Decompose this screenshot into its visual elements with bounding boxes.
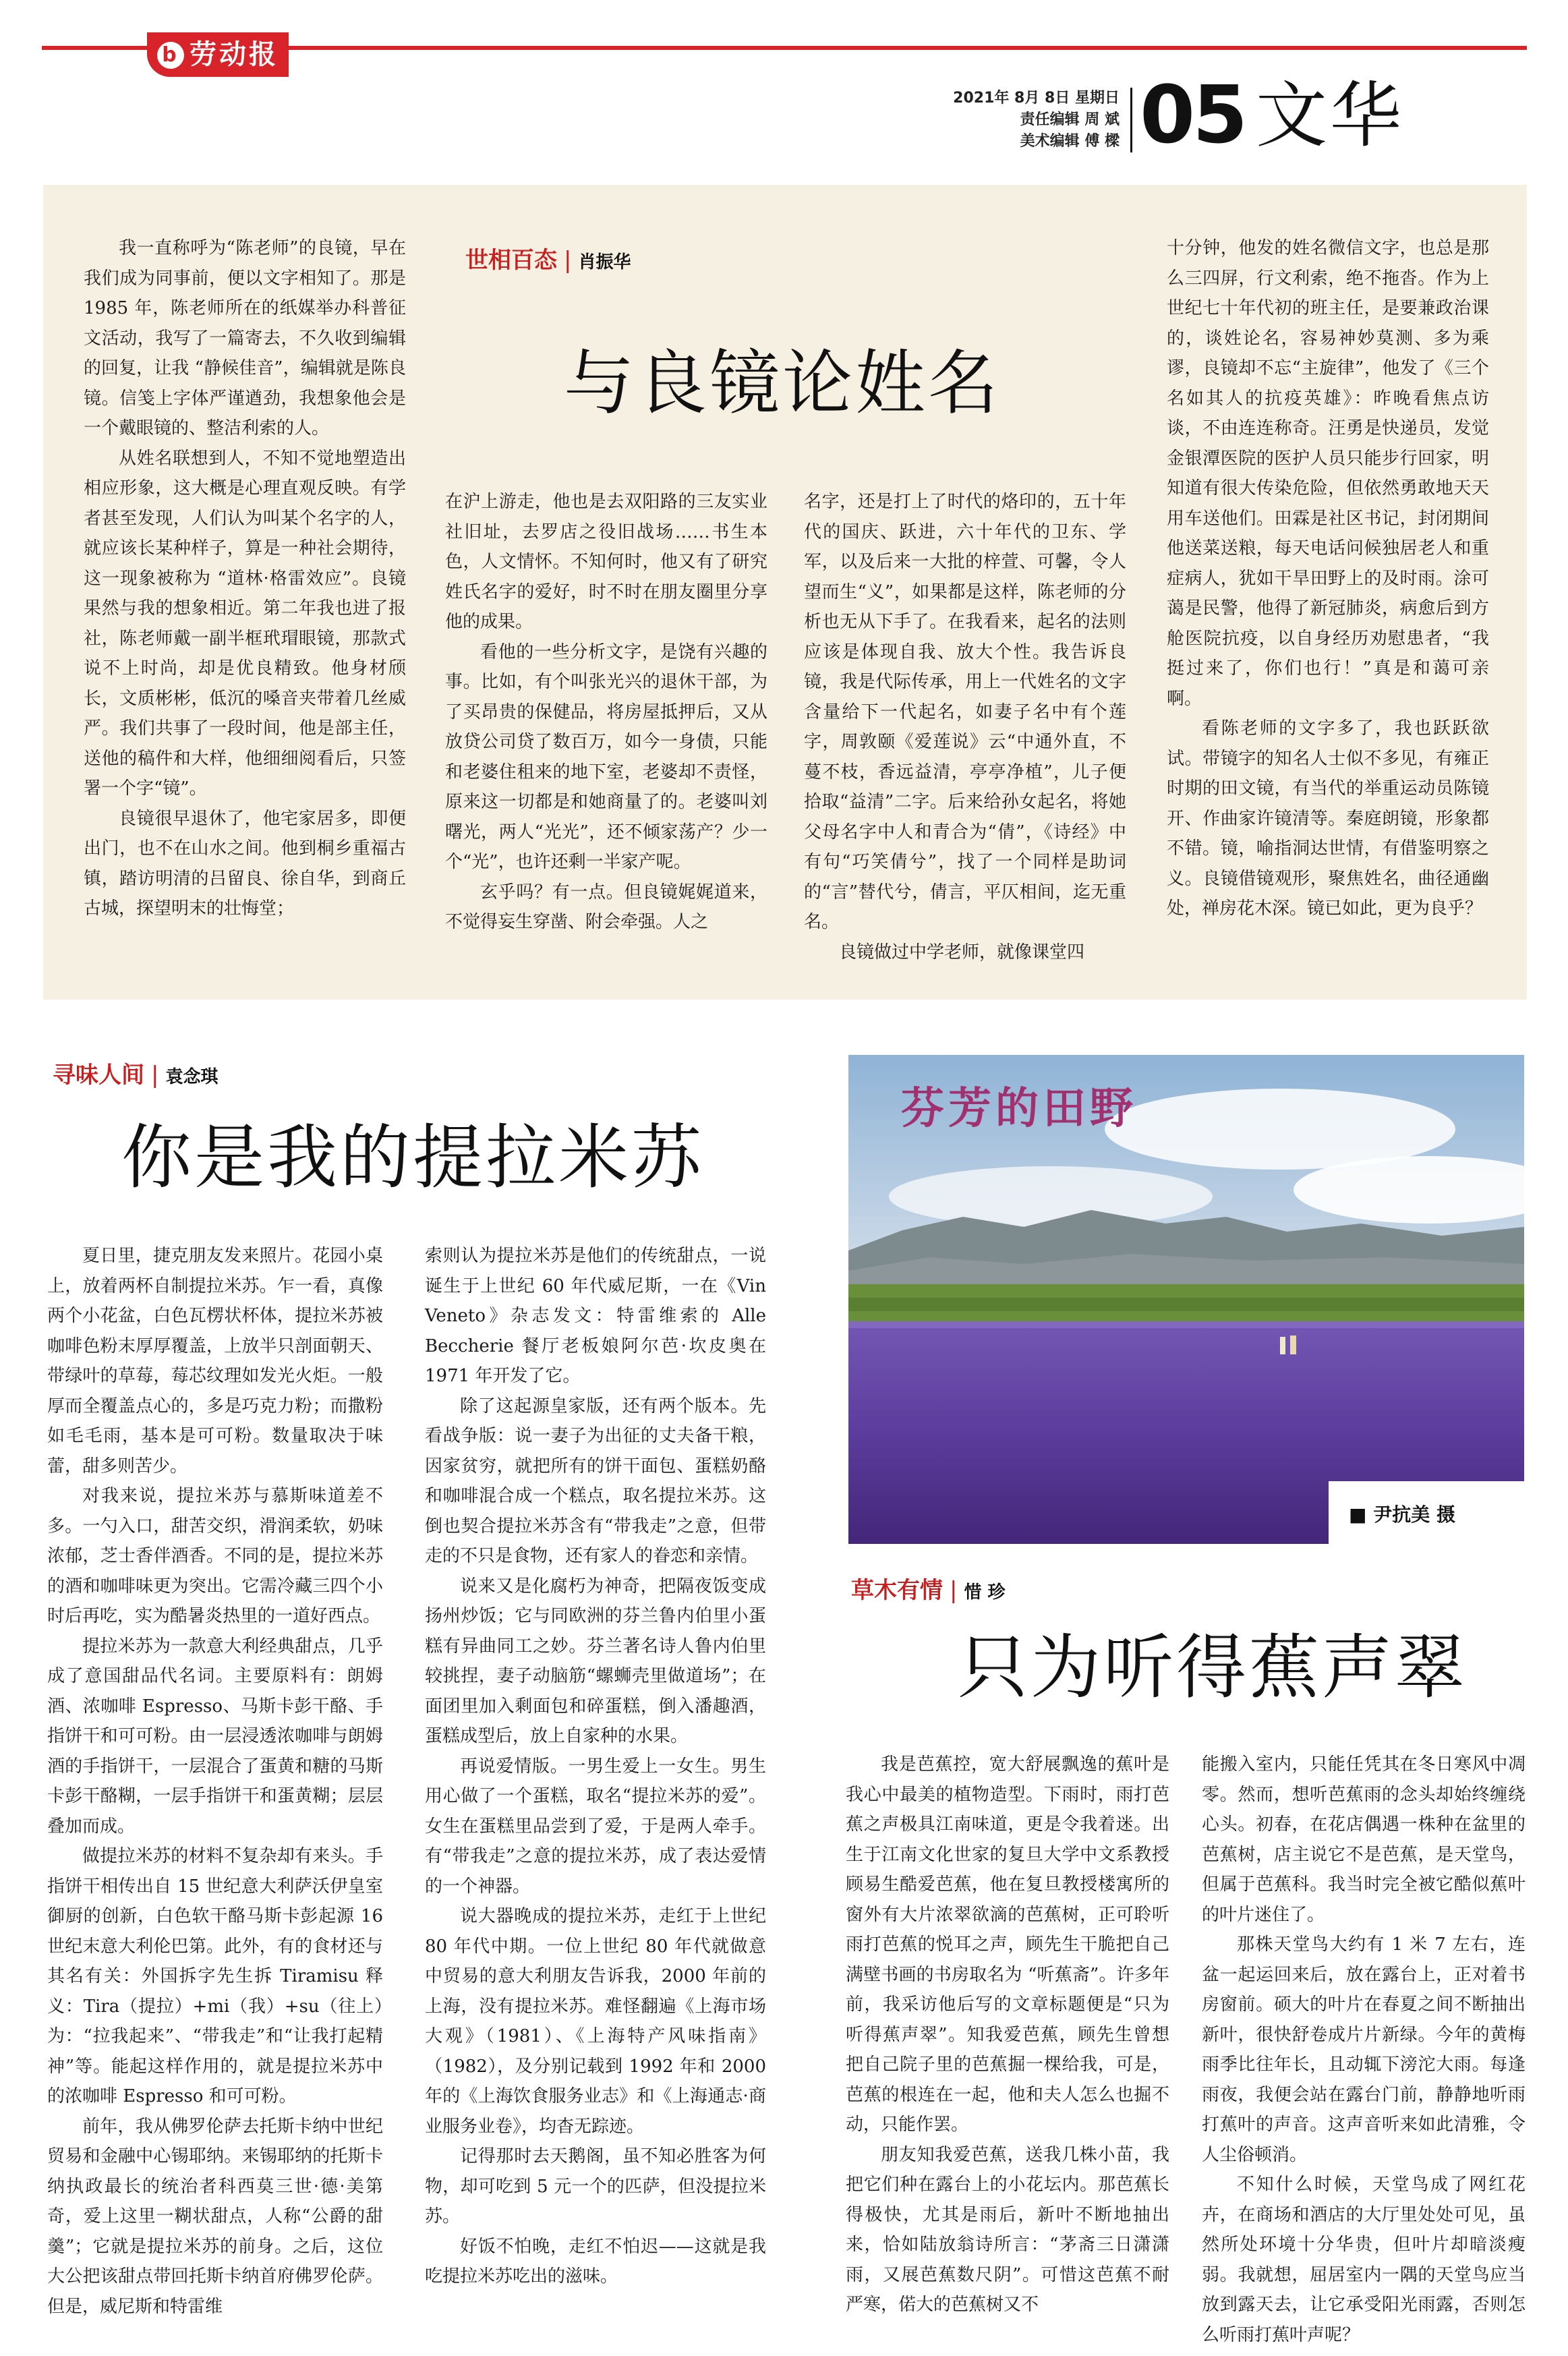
paragraph: 那株天堂鸟大约有 1 米 7 左右，连盆一起运回来后，放在露台上，正对着书房窗前。硕大的叶片在春夏之间不断抽出新叶，很快舒卷成片片新绿。今年的黄梅雨季比往年长，且动辄下滂沱大雨。每逢雨夜，我便会站在露台门前，静静地听雨打蕉叶的声音。这声音听来如此清雅，令人尘俗顿消。 (1202, 1934, 1526, 2165)
logo-mark-icon: b (157, 42, 184, 69)
person-figure (1280, 1337, 1285, 1354)
paragraph: 看他的一些分析文字，是饶有兴趣的事。比如，有个叫张光兴的退休干部，为了买昂贵的保健品，将房屋抵押后，又从放贷公司贷了数百万，如今一身债，只能和老婆住租来的地下室，老婆却不责怪，原来这一切都是和她商量了的。老婆叫刘曙光，两人“光光”，还不倾家荡产？少一个“光”，也许还剩一半家产呢。 (445, 641, 767, 872)
paragraph: 良镜做过中学老师，就像课堂四 (839, 942, 1085, 962)
article3-kicker: 草木有情 | 惜 珍 (851, 1577, 1006, 1604)
issue-date: 2021年 8月 8日 星期日 (953, 90, 1120, 107)
article1-column-name: 世相百态 (465, 247, 557, 274)
article2-title: 你是我的提拉米苏 (121, 1116, 705, 1199)
photo-title: 芬芳的田野 (901, 1083, 1137, 1134)
paragraph: 能搬入室内，只能任凭其在冬日寒风中凋零。然而，想听芭蕉雨的念头却始终缠绕心头。初春，在花店偶遇一株种在盆里的芭蕉树，店主说它不是芭蕉，是天堂鸟，但属于芭蕉科。我当时完全被它酷似蕉叶的叶片迷住了。 (1202, 1754, 1526, 1925)
paragraph: 良镜很早退休了，他宅家居多，即便出门，也不在山水之间。他到桐乡重福古镇，踏访明清的吕留良、徐自华，到商丘古城，探望明末的壮悔堂； (84, 808, 406, 919)
top-red-rule (42, 46, 148, 50)
article3-column-name: 草木有情 (851, 1577, 943, 1604)
paragraph: 记得那时去天鹅阁，虽不知必胜客为何物，却可吃到 5 元一个的匹萨，但没提拉米苏。 (425, 2146, 766, 2226)
article3-author: 惜 珍 (964, 1582, 1006, 1603)
article2-column-1 (47, 1241, 383, 2322)
paragraph: 除了这起源皇家版，还有两个版本。先看战争版：说一妻子为出征的丈夫备干粮，因家贫穷，就把所有的饼干面包、蛋糕奶酪和咖啡混合成一个糕点，取名提拉米苏。这倒也契合提拉米苏含有“带我走”之意，但带走的不只是食物，还有家人的眷恋和亲情。 (425, 1396, 766, 1566)
paragraph: 我一直称呼为“陈老师”的良镜，早在我们成为同事前，便以文字相知了。那是 1985 年，陈老师所在的纸媒举办科普征文活动，我写了一篇寄去，不久收到编辑的回复，让我 “静候佳音”，编辑就是陈良镜。信笺上字体严谨遒劲，我想象他会是一个戴眼镜的、整洁利索的人。 (84, 238, 406, 438)
article1-column-1 (84, 233, 406, 924)
responsible-editor: 责任编辑 周 斌 (1020, 111, 1120, 128)
paragraph: 朋友知我爱芭蕉，送我几株小苗，我把它们种在露台上的小花坛内。那芭蕉长得极快，尤其是雨后，新叶不断地抽出来，恰如陆放翁诗所言：“茅斋三日潇潇雨，又展芭蕉数尺阴”。可惜这芭蕉不耐严寒，偌大的芭蕉树又不 (846, 2144, 1169, 2315)
newspaper-logo: b 劳动报 (147, 32, 289, 77)
article2-author: 袁念琪 (165, 1067, 219, 1087)
paragraph: 在沪上游走，他也是去双阳路的三友实业社旧址，去罗店之役旧战场……书生本色，人文情怀。不知何时，他又有了研究姓氏名字的爱好，时不时在朋友圈里分享他的成果。 (445, 492, 767, 632)
paragraph: 十分钟，他发的姓名微信文字，也总是那么三四屏，行文利索，绝不拖沓。作为上世纪七十年代初的班主任，是要兼政治课的，谈姓论名，容易神妙莫测、多为乘谬，良镜却不忘“主旋律”，他发了《三个名如其人的抗疫英雄》：昨晚看焦点访谈，不由连连称奇。汪勇是快递员，发觉金银潭医院的医护人员只能步行回家，明知道有很大传染危险，但依然勇敢地天天用车送他们。田霖是社区书记，封闭期间他送菜送粮，每天电话问候独居老人和重症病人，犹如干旱田野上的及时雨。涂可蔼是民警，他得了新冠肺炎，病愈后到方舱医院抗疫，以自身经历劝慰患者，“我挺过来了，你们也行！”真是和蔼可亲啊。 (1167, 238, 1489, 709)
paragraph: 好饭不怕晚，走红不怕迟——这就是我吃提拉米苏吃出的滋味。 (425, 2236, 766, 2287)
article1-column-2 (445, 487, 767, 938)
paragraph: 看陈老师的文字多了，我也跃跃欲试。带镜字的知名人士似不多见，有雍正时期的田文镜，有当代的举重运动员陈镜开、作曲家许镜清等。秦庭朗镜，形象都不错。镜，喻指洞达世情，有借鉴明察之义。良镜借镜观形，聚焦姓名，曲径通幽处，禅房花木深。镜已如此，更为良乎？ (1167, 718, 1489, 919)
photo-credit: ■ 尹抗美 摄 (1349, 1503, 1455, 1526)
person-figure (1290, 1335, 1296, 1354)
paragraph: 夏日里，捷克朋友发来照片。花园小桌上，放着两杯自制提拉米苏。乍一看，真像两个小花盆，白色瓦楞状杯体，提拉米苏被咖啡色粉末厚厚覆盖，上放半只剖面朝天、带绿叶的草莓，莓芯纹理如发光火炬。一般厚而全覆盖点心的，多是巧克力粉；而撒粉如毛毛雨，基本是可可粉。数量取决于味蕾，甜多则苦少。 (47, 1246, 383, 1476)
article3-column-1 (846, 1750, 1169, 2320)
meta-divider (1130, 88, 1132, 152)
paragraph: 从姓名联想到人，不知不觉地塑造出相应形象，这大概是心理直观反映。有学者甚至发现，人们认为叫某个名字的人，就应该长某种样子，算是一种社会期待，这一现象被称为 “道林·格雷效应”。良镜果然与我的想象相近。第二年我也进了报社，陈老师戴一副半框玳瑁眼镜，那款式说不上时尚，却是优良精致。他身材颀长，文质彬彬，低沉的嗓音夹带着几丝威严。我们共事了一段时间，他是部主任，送他的稿件和大样，他细细阅看后，只签署一个字“镜”。 (84, 448, 406, 799)
paragraph: 我是芭蕉控，宽大舒展飘逸的蕉叶是我心中最美的植物造型。下雨时，雨打芭蕉之声极具江南味道，更是令我着迷。出生于江南文化世家的复旦大学中文系教授顾易生酷爱芭蕉，他在复旦教授楼寓所的窗外有大片浓翠欲滴的芭蕉树，正可聆听雨打芭蕉的悦耳之声，顾先生干脆把自己满壁书画的书房取名为 “听蕉斋”。许多年前，我采访他后写的文章标题便是“只为听得蕉声翠”。知我爱芭蕉，顾先生曾想把自己院子里的芭蕉掘一棵给我，可是，芭蕉的根连在一起，他和夫人怎么也掘不动，只能作罢。 (846, 1754, 1169, 2135)
article2-column-name: 寻味人间 (53, 1062, 144, 1089)
top-red-rule-right (289, 46, 1527, 50)
paragraph: 名字，还是打上了时代的烙印的，五十年代的国庆、跃进，六十年代的卫东、学军，以及后来一大批的梓萱、可馨，令人望而生“义”，如果都是这样，陈老师的分析也无从下手了。在我看来，起名的法则应该是体现自我、放大个性。我告诉良镜，我是代际传承，用上一代姓名的文字含量给下一代起名，如妻子名中有个莲字，周敦颐《爱莲说》云“中通外直，不蔓不枝，香远益清，亭亭净植”，儿子便拾取“益清”二字。后来给孙女起名，将她父母名字中人和青合为“倩”，《诗经》中有句“巧笑倩兮”，找了一个同样是助词的“言”替代兮，倩言，平仄相间，迄无重名。 (804, 492, 1126, 932)
article3-title: 只为听得蕉声翠 (958, 1626, 1468, 1708)
paragraph: 玄乎吗？有一点。但良镜娓娓道来，不觉得妄生穿凿、附会牵强。人之 (445, 882, 767, 932)
article1-column-4 (1167, 233, 1489, 924)
art-editor: 美术编辑 傅 樑 (1020, 133, 1120, 150)
lavender-field-photo (848, 1055, 1524, 1544)
article1-kicker: 世相百态 | 肖振华 (465, 247, 631, 274)
article2-column-2 (425, 1241, 766, 2292)
paragraph: 不知什么时候，天堂鸟成了网红花卉，在商场和酒店的大厅里处处可见，虽然所处环境十分华贵，但叶片却暗淡瘦弱。我就想，屈居室内一隅的天堂鸟应当放到露天去，让它承受阳光雨露，否则怎么听雨打蕉叶声呢？ (1202, 2175, 1526, 2345)
paragraph: 前年，我从佛罗伦萨去托斯卡纳中世纪贸易和金融中心锡耶纳。来锡耶纳的托斯卡纳执政最长的统治者科西莫三世·德·美第奇，爱上这里一糊状甜点，人称“公爵的甜羹”；它就是提拉米苏的前身。之后，这位大公把该甜点带回托斯卡纳首府佛罗伦萨。但是，威尼斯和特雷维 (47, 2116, 383, 2317)
paragraph: 再说爱情版。一男生爱上一女生。男生用心做了一个蛋糕，取名“提拉米苏的爱”。女生在蛋糕里品尝到了爱，于是两人牵手。有“带我走”之意的提拉米苏，成了表达爱情的一个神器。 (425, 1756, 766, 1897)
paragraph: 索则认为提拉米苏是他们的传统甜点，一说诞生于上世纪 60 年代威尼斯，一在《Vin Veneto》杂志发文：特雷维索的 Alle Beccherie 餐厅老板娘阿尔芭·坎皮奥在 1971 年开发了它。 (425, 1246, 766, 1386)
article3-column-2 (1202, 1750, 1526, 2350)
article1-title: 与良镜论姓名 (564, 342, 1001, 424)
paragraph: 说大器晚成的提拉米苏，走红于上世纪 80 年代中期。一位上世纪 80 年代就做意中贸易的意大利朋友告诉我，2000 年前的上海，没有提拉米苏。难怪翻遍《上海市场大观》（1981）、《上海特产风味指南》（1982），及分别记载到 1992 年和 2000 年的《上海饮食服务业志》和《上海通志·商业服务业卷》，均杳无踪迹。 (425, 1906, 766, 2137)
section-name: 文华 (1256, 74, 1404, 157)
paragraph: 说来又是化腐朽为神奇，把隔夜饭变成扬州炒饭；它与同欧洲的芬兰鲁内伯里小蛋糕有异曲同工之妙。芬兰著名诗人鲁内伯里较挑捏，妻子动脑筋“螺蛳壳里做道场”；在面团里加入剩面包和碎蛋糕，倒入潘趣酒，蛋糕成型后，放上自家种的水果。 (425, 1576, 766, 1746)
paragraph: 做提拉米苏的材料不复杂却有来头。手指饼干相传出自 15 世纪意大利萨沃伊皇室御厨的创新，白色软干酪马斯卡彭起源 16 世纪末意大利伦巴第。此外，有的食材还与其名有关：外国拆字先生拆 Tiramisu 释义：Tira（提拉）+mi（我）+su（往上）为：“拉我起来”、“带我走”和“让我打起精神”等。能起这样作用的，就是提拉米苏中的浓咖啡 Espresso 和可可粉。 (47, 1846, 383, 2106)
paragraph: 提拉米苏为一款意大利经典甜点，几乎成了意国甜品代名词。主要原料有：朗姆酒、浓咖啡 Espresso、马斯卡彭干酪、手指饼干和可可粉。由一层浸透浓咖啡与朗姆酒的手指饼干，一层混合了蛋黄和糖的马斯卡彭干酪糊，一层手指饼干和蛋黄糊；层层叠加而成。 (47, 1636, 383, 1837)
article1-author: 肖振华 (578, 252, 631, 272)
page-number: 05 (1140, 68, 1246, 161)
paragraph: 对我来说，提拉米苏与慕斯味道差不多。一勺入口，甜苦交织，滑润柔软，奶味浓郁，芝士香伴酒香。不同的是，提拉米苏的酒和咖啡味更为突出。它需冷藏三四个小时后再吃，实为酷暑炎热里的一道好西点。 (47, 1486, 383, 1626)
article1-column-3 (804, 487, 1126, 967)
article2-kicker: 寻味人间 | 袁念琪 (53, 1062, 219, 1089)
issue-meta (877, 88, 1120, 152)
